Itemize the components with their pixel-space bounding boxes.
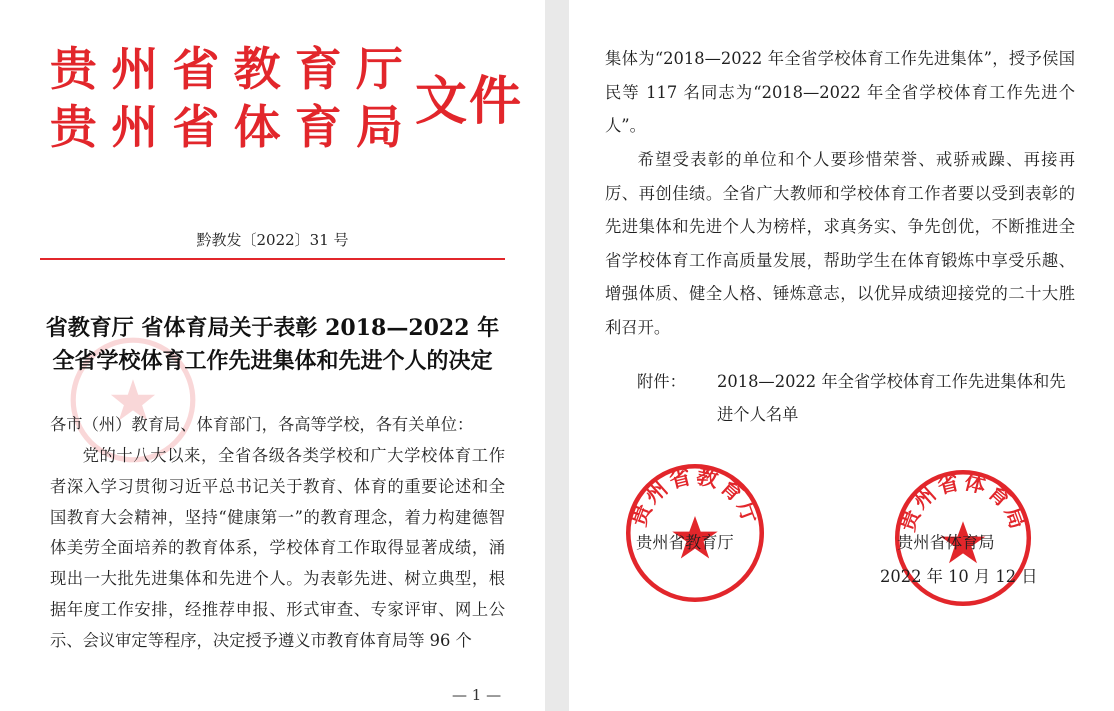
header-org-sports: 贵州省体育局 (50, 100, 418, 154)
education-seal-text: 贵州省教育厅 (626, 463, 764, 530)
document-number: 黔教发〔2022〕31 号 (196, 231, 349, 249)
header-org-education: 贵州省教育厅 (50, 42, 418, 96)
sports-seal-text: 贵州省体育局 (895, 469, 1031, 535)
body-paragraph-1-continued: 集体为“2018—2022 年全省学校体育工作先进集体”，授予侯国民等 117 名同志为“2018—2022 年全省学校体育工作先进个人”。 (605, 49, 1075, 135)
body-paragraph-1: 党的十八大以来，全省各级各类学校和广大学校体育工作者深入学习贯彻习近平总书记关于教育、体育的重要论述和全国教育大会精神，坚持“健康第一”的教育理念，着力构建德智体美劳全面培养的教育体系，学校体育工作取得显著成绩，涌现出一大批先进集体和先进个人。为表彰先进、树立典型，根据年度工作安排，经推荐申报、形式审查、专家评审、网上公示、会议审定等程序，决定授予遵义市教育体育局等 96 个 (50, 446, 505, 650)
document-page-1 (0, 0, 545, 711)
attachment-title: 2018—2022 年全省学校体育工作先进集体和先进个人名单 (717, 372, 1066, 424)
salutation: 各市（州）教育局、体育部门，各高等学校，各有关单位： (50, 415, 474, 434)
header-document-label: 文件 (415, 72, 524, 132)
body-paragraph-2: 希望受表彰的单位和个人要珍惜荣誉、戒骄戒躁、再接再厉、再创佳绩。全省广大教师和学校体育工作者要以受到表彰的先进集体和先进个人为榜样，求真务实、争先创优，不断推进全省学校体育工作高质量发展，帮助学生在体育锻炼中享受乐趣、增强体质、健全人格、锤炼意志，以优异成绩迎接党的二十大胜利召开。 (605, 150, 1075, 337)
signature-education-department: 贵州省教育厅 (636, 533, 734, 552)
document-title-line-2: 全省学校体育工作先进集体和先进个人的决定 (52, 348, 493, 374)
page-number: — 1 — (452, 686, 502, 704)
red-divider-line (40, 258, 505, 260)
signature-date: 2022 年 10 月 12 日 (880, 567, 1038, 586)
attachment-label: 附件： (637, 372, 686, 391)
signature-sports-bureau: 贵州省体育局 (897, 533, 995, 552)
document-title-line-1: 省教育厅 省体育局关于表彰 2018—2022 年 (45, 315, 500, 341)
